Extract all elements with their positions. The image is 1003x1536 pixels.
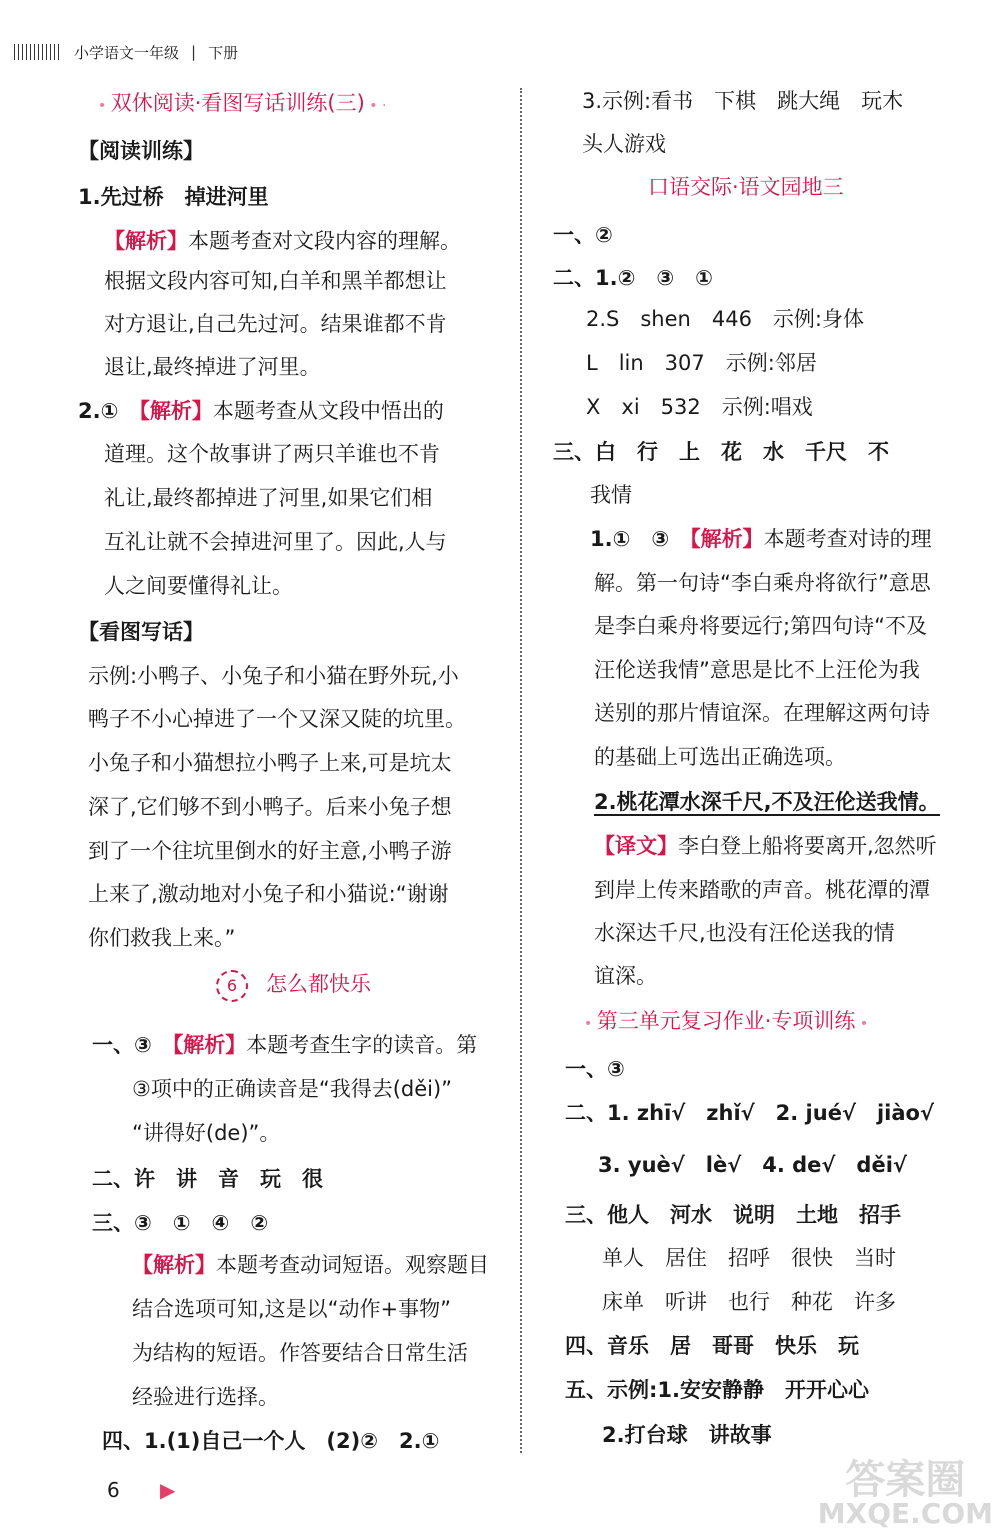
lesson-q1-line1: 一、③ 【解析】本题考查生字的读音。第: [92, 1033, 478, 1057]
watermark-line1: 答案圈: [845, 1457, 966, 1503]
page-number: 6: [107, 1478, 120, 1502]
poem-explain-line3: 是李白乘舟将要远行;第四句诗“不及: [594, 614, 927, 638]
explain-q2-line3: 礼让,最终都掉进了河里,如果它们相: [104, 486, 433, 510]
explain-q2-line2: 道理。这个故事讲了两只羊谁也不肯: [104, 442, 440, 466]
review-a5: 单人 居住 招呼 很快 当时: [602, 1246, 896, 1270]
review-a8: 五、示例:1.安安静静 开开心心: [565, 1378, 869, 1402]
oral-a5: X xi 532 示例:唱戏: [586, 395, 813, 419]
page-arrow-icon: ▶: [160, 1478, 176, 1502]
lesson-q3: 三、③ ① ④ ②: [92, 1211, 269, 1235]
section-title-oral: 口语交际·语文园地三: [648, 175, 844, 199]
section-title-reading: • 双休阅读·看图写话训练(三) • ·: [98, 91, 387, 115]
lesson-q3-explain1: 【解析】本题考查动词短语。观察题目: [132, 1253, 489, 1277]
lesson-q3-explain3: 为结构的短语。作答要结合日常生活: [132, 1341, 468, 1365]
lesson-q3-explain4: 经验进行选择。: [132, 1385, 279, 1409]
poem-explain-line6: 的基础上可选出正确选项。: [594, 745, 846, 769]
oral-a7: 我情: [590, 483, 632, 507]
writing-heading: 【看图写话】: [78, 620, 204, 644]
lesson-q1-line3: “讲得好(de)”。: [132, 1121, 281, 1145]
translation-line4: 谊深。: [594, 964, 657, 988]
lesson-q2: 二、许 讲 音 玩 很: [92, 1167, 323, 1191]
writing-line1: 示例:小鸭子、小兔子和小猫在野外玩,小: [88, 664, 459, 688]
barcode-decoration: [14, 44, 62, 60]
poem-line-answer: 2.桃花潭水深千尺,不及汪伦送我情。: [594, 790, 940, 814]
header-subject: 小学语文一年级: [74, 43, 180, 62]
page-header: [14, 40, 238, 64]
review-a3: 3. yuè√ lè√ 4. de√ děi√: [598, 1153, 907, 1177]
review-a7: 四、音乐 居 哥哥 快乐 玩: [565, 1334, 859, 1358]
translation-line2: 到岸上传来踏歌的声音。桃花潭的潭: [594, 878, 930, 902]
section-title-review: • 第三单元复习作业·专项训练 •: [584, 1009, 869, 1033]
right-line1: 3.示例:看书 下棋 跳大绳 玩木: [582, 89, 904, 113]
explain-q1-line4: 退让,最终掉进了河里。: [104, 355, 321, 379]
oral-a1: 一、②: [553, 223, 613, 247]
poem-explain-line4: 汪伦送我情”意思是比不上汪伦为我: [594, 658, 920, 682]
writing-line5: 到了一个往坑里倒水的好主意,小鸭子游: [88, 839, 452, 863]
header-separator: |: [191, 43, 197, 61]
right-line2: 头人游戏: [582, 132, 666, 156]
writing-line7: 你们救我上来。”: [88, 926, 236, 950]
explain-q2-line1: 2.① 【解析】本题考查从文段中悟出的: [78, 399, 444, 423]
watermark-line2: MXQE.COM: [817, 1497, 993, 1530]
writing-line3: 小兔子和小猫想拉小鸭子上来,可是坑太: [88, 751, 452, 775]
review-a1: 一、③: [565, 1057, 625, 1081]
header-volume: 下册: [208, 43, 239, 62]
oral-a6: 三、白 行 上 花 水 千尺 不: [553, 440, 889, 464]
poem-explain-line1: 1.① ③ 【解析】本题考查对诗的理: [590, 527, 932, 551]
reading-heading: 【阅读训练】: [78, 139, 204, 163]
explain-q1-line2: 根据文段内容可知,白羊和黑羊都想让: [104, 269, 447, 293]
lesson-q1-line2: ③项中的正确读音是“我得去(děi)”: [132, 1077, 453, 1101]
watermark: [817, 1457, 993, 1530]
review-a9: 2.打台球 讲故事: [602, 1423, 772, 1447]
lesson-title: 6 怎么都快乐: [216, 970, 371, 1002]
oral-a2: 二、1.② ③ ①: [553, 266, 713, 290]
lesson-q3-explain2: 结合选项可知,这是以“动作+事物”: [132, 1297, 452, 1321]
translation-line3: 水深达千尺,也没有汪伦送我的情: [594, 921, 895, 945]
poem-explain-line2: 解。第一句诗“李白乘舟将欲行”意思: [594, 571, 931, 595]
writing-line2: 鸭子不小心掉进了一个又深又陡的坑里。: [88, 707, 466, 731]
lesson-number-badge: 6: [216, 970, 248, 1002]
translation-line1: 【译文】李白登上船将要离开,忽然听: [594, 834, 937, 858]
explain-q2-line4: 互礼让就不会掉进河里了。因此,人与: [104, 530, 447, 554]
poem-explain-line5: 送别的那片情谊深。在理解这两句诗: [594, 701, 930, 725]
review-a2: 二、1. zhī√ zhǐ√ 2. jué√ jiào√: [565, 1101, 934, 1125]
column-divider: [520, 88, 522, 1453]
review-a4: 三、他人 河水 说明 土地 招手: [565, 1203, 901, 1227]
explain-q1-line3: 对方退让,自己先过河。结果谁都不肯: [104, 312, 447, 336]
review-a6: 床单 听讲 也行 种花 许多: [602, 1290, 896, 1314]
writing-line6: 上来了,激动地对小兔子和小猫说:“谢谢: [88, 882, 449, 906]
explain-q2-line5: 人之间要懂得礼让。: [104, 574, 293, 598]
lesson-q4: 四、1.(1)自己一个人 (2)② 2.①: [102, 1429, 440, 1453]
writing-line4: 深了,它们够不到小鸭子。后来小兔子想: [88, 795, 452, 819]
explain-q1-line1: 【解析】本题考查对文段内容的理解。: [104, 229, 461, 253]
answer-q1: 1.先过桥 掉进河里: [78, 185, 269, 209]
oral-a3: 2.S shen 446 示例:身体: [586, 307, 865, 331]
oral-a4: L lin 307 示例:邻居: [586, 351, 817, 375]
